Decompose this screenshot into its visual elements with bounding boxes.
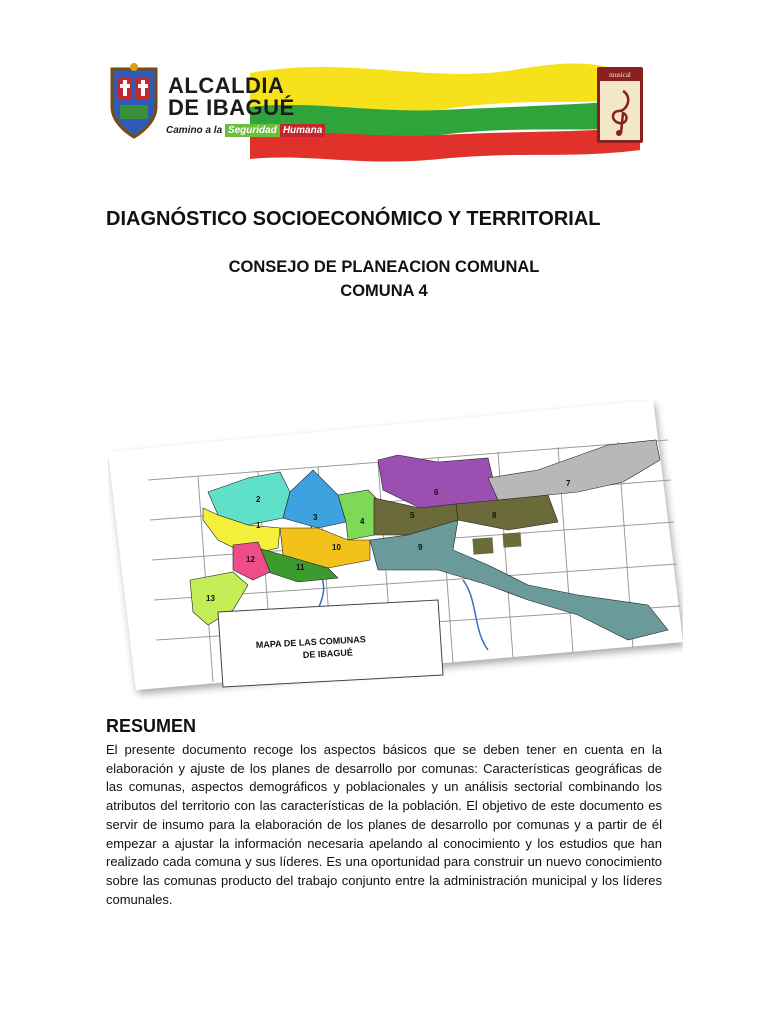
- svg-text:4: 4: [360, 517, 365, 526]
- svg-text:10: 10: [332, 543, 341, 552]
- svg-text:7: 7: [566, 479, 571, 488]
- brand-tagline: Camino a la Seguridad Humana: [166, 125, 325, 136]
- document-title: DIAGNÓSTICO SOCIOECONÓMICO Y TERRITORIAL: [106, 208, 601, 230]
- header-banner: [100, 55, 660, 165]
- svg-text:3: 3: [313, 513, 318, 522]
- subtitle-comuna: COMUNA 4: [340, 282, 428, 300]
- map-legend-line2: DE IBAGUÉ: [302, 647, 354, 660]
- svg-text:9: 9: [418, 543, 423, 552]
- svg-text:5: 5: [410, 511, 415, 520]
- svg-text:2: 2: [256, 495, 261, 504]
- svg-text:8: 8: [492, 511, 497, 520]
- svg-text:13: 13: [206, 594, 215, 603]
- subtitle-consejo: CONSEJO DE PLANEACION COMUNAL: [228, 258, 540, 276]
- map-legend-line1: MAPA DE LAS COMUNAS: [255, 634, 366, 650]
- comunas-map-image: [108, 400, 683, 700]
- svg-text:11: 11: [296, 563, 305, 572]
- resumen-paragraph: El presente documento recoge los aspectos básicos que se deben tener en cuenta en la elaboración y ajuste de los planes de desarrollo por comunas: Características geográficas de las comunas, aspectos demográficos y poblacionales y un análisis sectorial combinando los atributos del territorio con las características de la población. El objetivo de este documento es servir de insumo para la elaboración de los planes de desarrollo por comunas y a partir de él empezar a ajustar la información necesaria apelando al conocimiento y los estudios que han realizado cada comuna y sus líderes. Es una oportunidad para construir un nuevo conocimiento sobre las comunas producto del trabajo conjunto entre la administración municipal y los líderes comunales.: [106, 742, 662, 907]
- music-school-logo-icon: [597, 67, 643, 143]
- svg-text:6: 6: [434, 488, 439, 497]
- svg-text:1: 1: [256, 521, 261, 530]
- music-logo-label: musical: [609, 71, 631, 79]
- resumen-heading: RESUMEN: [106, 716, 197, 736]
- coat-of-arms-icon: [108, 63, 160, 141]
- brand-name: ALCALDIA DE IBAGUÉ: [168, 73, 295, 120]
- svg-text:12: 12: [246, 555, 255, 564]
- map-legend-box: [218, 600, 443, 687]
